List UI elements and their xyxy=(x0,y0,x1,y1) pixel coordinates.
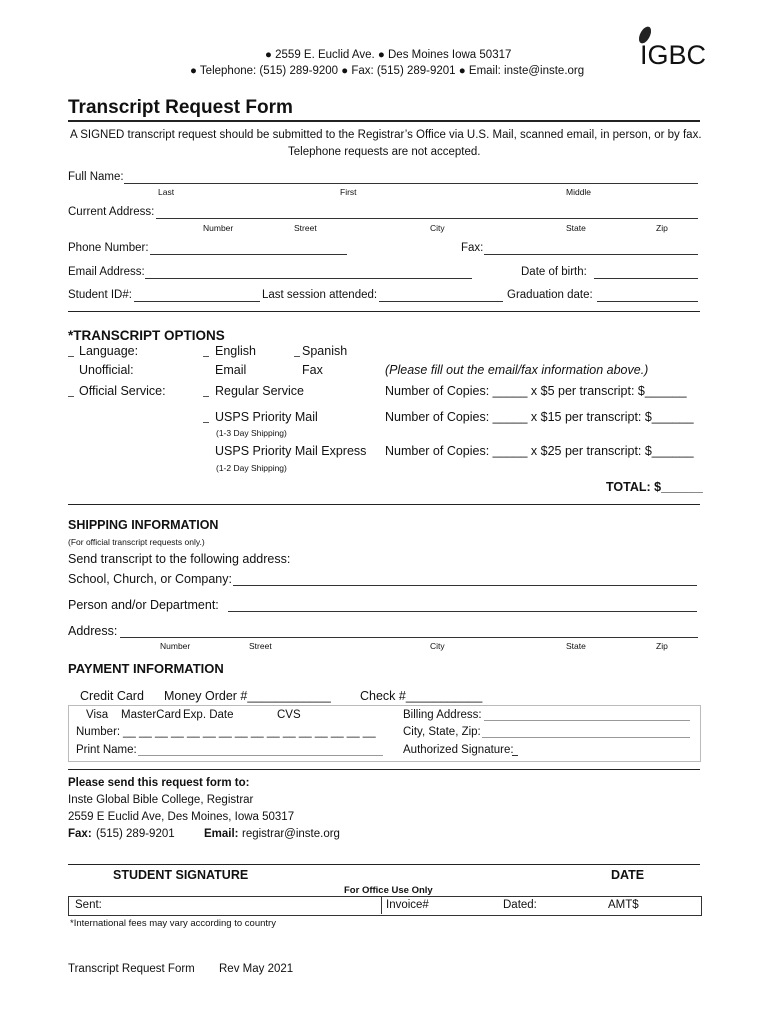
school-label: School, Church, or Company: xyxy=(68,572,232,586)
student-id-label: Student ID#: xyxy=(68,289,132,301)
ship-zip-label: Zip xyxy=(656,641,668,651)
card-number-field[interactable]: __ __ __ __ __ __ __ __ __ __ __ __ __ __ __ __ xyxy=(123,726,376,738)
office-use-heading: For Office Use Only xyxy=(344,885,433,896)
send-email-label: Email: xyxy=(204,828,239,840)
office-use-box xyxy=(68,896,702,916)
office-amt: AMT$ xyxy=(608,899,639,911)
shipping-heading: SHIPPING INFORMATION xyxy=(68,518,219,532)
print-name-field[interactable] xyxy=(138,755,383,756)
last-session-label: Last session attended: xyxy=(262,289,378,301)
student-signature-label: STUDENT SIGNATURE xyxy=(113,868,249,882)
usps-priority-label: USPS Priority Mail xyxy=(215,410,318,424)
ship-city-label: City xyxy=(430,641,445,651)
header-address: ● 2559 E. Euclid Ave. ● Des Moines Iowa 50317 xyxy=(265,49,512,61)
title-rule xyxy=(68,120,700,122)
dob-label: Date of birth: xyxy=(521,266,587,278)
footer-form-name: Transcript Request Form xyxy=(68,963,195,975)
state-label: State xyxy=(566,223,586,233)
office-dated: Dated: xyxy=(503,899,537,911)
person-label: Person and/or Department: xyxy=(68,598,219,612)
total-field[interactable]: TOTAL: $______ xyxy=(606,480,703,494)
unofficial-fax-option[interactable]: Fax xyxy=(302,363,323,377)
mastercard-option[interactable]: MasterCard xyxy=(121,709,182,721)
official-checkbox[interactable] xyxy=(68,396,74,397)
billing-address-field[interactable] xyxy=(484,720,690,721)
send-email-value[interactable]: registrar@inste.org xyxy=(242,828,340,840)
language-checkbox[interactable] xyxy=(68,356,74,357)
send-fax-value: (515) 289-9201 xyxy=(96,828,175,840)
middle-label: Middle xyxy=(566,187,592,197)
phone-label: Phone Number: xyxy=(68,242,149,254)
unofficial-label: Unofficial: xyxy=(79,363,134,377)
authorized-signature-field[interactable] xyxy=(512,755,518,756)
dob-field[interactable] xyxy=(594,278,698,279)
usps-priority-checkbox[interactable] xyxy=(203,422,209,423)
office-sent: Sent: xyxy=(75,899,102,911)
send-to-text: Send transcript to the following address: xyxy=(68,552,291,566)
transcript-options-heading: *TRANSCRIPT OPTIONS xyxy=(68,328,225,343)
shipping-subtext: (For official transcript requests only.) xyxy=(68,537,205,547)
full-name-field[interactable] xyxy=(124,183,698,184)
spanish-label: Spanish xyxy=(302,344,348,358)
ship-number-label: Number xyxy=(160,641,191,651)
exp-date-label: Exp. Date xyxy=(183,709,234,721)
footer-revision: Rev May 2021 xyxy=(219,963,294,975)
ship-street-label: Street xyxy=(249,641,272,651)
authorized-signature-label: Authorized Signature: xyxy=(403,744,514,756)
unofficial-email-option[interactable]: Email xyxy=(215,363,247,377)
section-divider xyxy=(68,504,700,505)
section-divider xyxy=(68,311,700,312)
intro-text-1: A SIGNED transcript request should be submitted to the Registrar’s Office via U.S. Mail, scanned email, in person, or by fax. xyxy=(70,129,702,141)
intl-fees-note: *International fees may vary according to country xyxy=(70,918,276,929)
city-state-zip-label: City, State, Zip: xyxy=(403,726,481,738)
regular-service-label: Regular Service xyxy=(215,384,304,398)
check-field[interactable]: Check #___________ xyxy=(360,689,483,703)
section-divider xyxy=(68,769,700,770)
street-label: Street xyxy=(294,223,317,233)
graduation-label: Graduation date: xyxy=(507,289,593,301)
money-order-field[interactable]: Money Order #____________ xyxy=(164,689,331,703)
intro-text-2: Telephone requests are not accepted. xyxy=(288,146,481,158)
cvs-label: CVS xyxy=(277,709,301,721)
zip-label: Zip xyxy=(656,223,668,233)
office-divider xyxy=(381,896,382,914)
usps-priority-days: (1-3 Day Shipping) xyxy=(216,428,287,438)
usps-express-days: (1-2 Day Shipping) xyxy=(216,463,287,473)
ship-address-label: Address: xyxy=(68,624,118,638)
spanish-checkbox[interactable] xyxy=(294,356,300,357)
print-name-label: Print Name: xyxy=(76,744,137,756)
current-address-field[interactable] xyxy=(156,218,698,219)
language-label: Language: xyxy=(79,344,139,358)
graduation-field[interactable] xyxy=(597,301,698,302)
copies-15-field[interactable]: Number of Copies: _____ x $15 per transcript: $______ xyxy=(385,410,694,424)
payment-heading: PAYMENT INFORMATION xyxy=(68,661,224,676)
usps-express-label: USPS Priority Mail Express xyxy=(215,444,367,458)
copies-5-field[interactable]: Number of Copies: _____ x $5 per transcript: $______ xyxy=(385,384,687,398)
city-state-zip-field[interactable] xyxy=(482,737,690,738)
card-number-label: Number: xyxy=(76,726,121,738)
first-label: First xyxy=(340,187,357,197)
header-contact: ● Telephone: (515) 289-9200 ● Fax: (515) 289-9201 ● Email: inste@inste.org xyxy=(190,65,585,77)
copies-25-field[interactable]: Number of Copies: _____ x $25 per transcript: $______ xyxy=(385,444,694,458)
billing-address-label: Billing Address: xyxy=(403,709,482,721)
last-session-field[interactable] xyxy=(379,301,503,302)
visa-option[interactable]: Visa xyxy=(86,709,109,721)
official-service-label: Official Service: xyxy=(79,384,166,398)
logo: IGBC xyxy=(640,40,707,70)
credit-card-option[interactable]: Credit Card xyxy=(80,689,144,703)
fax-label: Fax: xyxy=(461,242,484,254)
english-checkbox[interactable] xyxy=(203,356,209,357)
fax-field[interactable] xyxy=(484,254,698,255)
send-fax-label: Fax: xyxy=(68,828,92,840)
date-label: DATE xyxy=(611,868,645,882)
regular-service-checkbox[interactable] xyxy=(203,396,209,397)
email-label: Email Address: xyxy=(68,266,145,278)
ship-address-field[interactable] xyxy=(120,637,698,638)
english-label: English xyxy=(215,344,256,358)
email-fax-note: (Please fill out the email/fax information above.) xyxy=(385,363,649,377)
student-id-field[interactable] xyxy=(134,301,260,302)
number-label: Number xyxy=(203,223,234,233)
ship-state-label: State xyxy=(566,641,586,651)
current-address-label: Current Address: xyxy=(68,206,155,218)
full-name-label: Full Name: xyxy=(68,171,124,183)
email-field[interactable] xyxy=(145,278,472,279)
send-line-2: 2559 E Euclid Ave, Des Moines, Iowa 50317 xyxy=(68,811,295,823)
page-title: Transcript Request Form xyxy=(68,97,293,118)
school-field[interactable] xyxy=(233,585,697,586)
person-field[interactable] xyxy=(228,611,697,612)
send-form-heading: Please send this request form to: xyxy=(68,777,250,789)
phone-field[interactable] xyxy=(150,254,347,255)
send-line-1: Inste Global Bible College, Registrar xyxy=(68,794,254,806)
last-label: Last xyxy=(158,187,175,197)
signature-line[interactable] xyxy=(68,864,700,865)
office-invoice: Invoice# xyxy=(386,899,429,911)
city-label: City xyxy=(430,223,445,233)
